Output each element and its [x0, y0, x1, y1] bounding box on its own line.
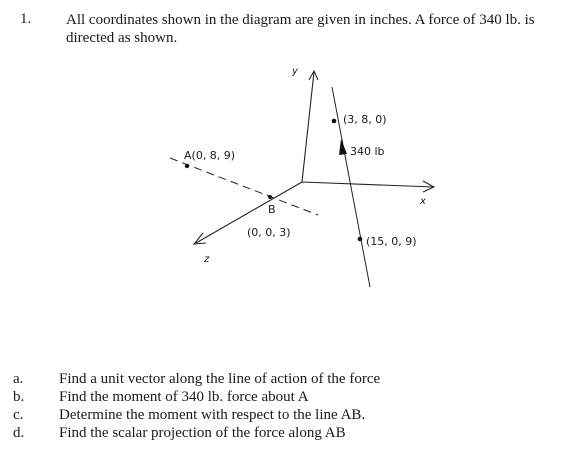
- question-text: Determine the moment with respect to the line AB.: [59, 407, 366, 423]
- problem-number: 1.: [20, 11, 32, 27]
- question-letter: a.: [13, 371, 24, 387]
- force-arrowhead: [339, 139, 347, 155]
- point-b-label: B: [268, 203, 276, 216]
- point-b-coords: (0, 0, 3): [247, 226, 291, 239]
- question-letter: d.: [13, 425, 25, 441]
- question-letter: b.: [13, 389, 25, 405]
- point-top-dot: [332, 119, 337, 124]
- point-a-dot: [185, 164, 189, 168]
- point-b-dot: [268, 195, 272, 199]
- question-a: [0, 370, 576, 388]
- question-b: [0, 388, 576, 406]
- force-magnitude-label: 340 lb: [350, 145, 385, 158]
- y-axis-line: [302, 72, 314, 182]
- x-axis-line: [302, 182, 434, 187]
- line-ab-dashed: [170, 158, 318, 215]
- point-bottom-dot: [358, 237, 363, 242]
- point-bottom-label: (15, 0, 9): [366, 235, 417, 248]
- y-axis-label: y: [292, 66, 298, 77]
- point-a-label: A(0, 8, 9): [184, 149, 236, 162]
- point-top-label: (3, 8, 0): [343, 113, 387, 126]
- problem-statement: All coordinates shown in the diagram are given in inches. A force of 340 lb. is directed as shown.: [66, 12, 535, 46]
- question-list: [0, 370, 576, 442]
- z-axis-label: z: [204, 254, 210, 265]
- question-text: Find the scalar projection of the force along AB: [59, 425, 346, 441]
- question-text: Find a unit vector along the line of action of the force: [59, 371, 381, 387]
- question-letter: c.: [13, 407, 24, 423]
- question-c: [0, 406, 576, 424]
- question-text: Find the moment of 340 lb. force about A: [59, 389, 309, 405]
- question-d: [0, 424, 576, 442]
- x-axis-label: x: [420, 196, 426, 207]
